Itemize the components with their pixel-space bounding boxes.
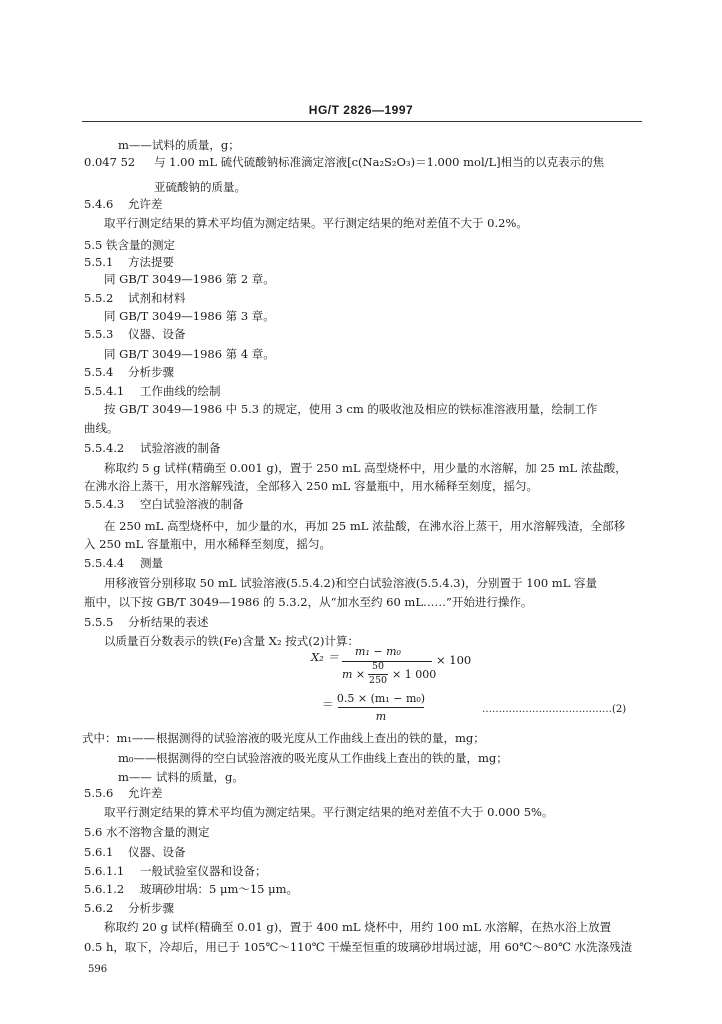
line-text: 称取约 20 g 试样(精确至 0.01 g)，置于 400 mL 烧杯中，用约 100 mL 水溶解，在热水浴上放置: [104, 920, 612, 934]
section-number: 5.5.4.1: [84, 384, 125, 398]
line-text: 分析步骤: [128, 365, 174, 379]
line-text: 0.5 h，取下，冷却后，用已于 105℃～110℃ 干燥至恒重的玻璃砂坩埚过滤，用 60℃～80℃ 水洗涤残渣: [84, 940, 633, 954]
formula-times100: × 100: [436, 653, 472, 667]
section-number: 5.4.6: [84, 197, 114, 211]
formula-num1: m₁ − m₀: [355, 645, 401, 658]
formula-eq2: ＝: [322, 697, 334, 711]
section-number: 5.5.5: [84, 615, 114, 629]
line-text: 用移液管分别移取 50 mL 试验溶液(5.5.4.2)和空白试验溶液(5.5.4.3)，分别置于 100 mL 容量: [104, 576, 598, 590]
line-text: 取平行测定结果的算术平均值为测定结果。平行测定结果的绝对差值不大于 0.2%。: [104, 216, 528, 230]
where-text-w-m: 试料的质量，g。: [156, 770, 244, 784]
section-number: 5.5.4.4: [84, 556, 125, 570]
line-text: 允许差: [128, 197, 163, 211]
line-text: 仪器、设备: [128, 327, 186, 341]
section-number: 0.047 52: [84, 155, 136, 169]
line-text: 称取约 5 g 试样(精确至 0.001 g)，置于 250 mL 高型烧杯中，用少量的水溶解，加 25 mL 浓盐酸，: [104, 461, 627, 475]
formula-den2: m: [375, 710, 387, 723]
line-text: 允许差: [128, 786, 163, 800]
line-text: m——试料的质量，g；: [118, 138, 240, 152]
where-label-w-m: m——: [118, 770, 152, 784]
section-number: 5.5.4.3: [84, 497, 125, 511]
line-text: 试验溶液的制备: [140, 441, 221, 455]
line-text: 分析步骤: [128, 901, 174, 915]
formula-den1-frac-num: 50: [371, 661, 385, 672]
formula-den1a: m ×: [342, 668, 366, 681]
where-label-w-m0: m₀——: [118, 751, 157, 765]
line-text: 一般试验室仪器和设备；: [140, 864, 267, 878]
line-text: 分析结果的表述: [128, 615, 209, 629]
header-rule: [82, 121, 642, 122]
page-header: HG/T 2826—1997: [308, 103, 414, 117]
page-number: 596: [88, 964, 108, 975]
line-text: 与 1.00 mL 硫代硫酸钠标准滴定溶液[c(Na₂S₂O₃)＝1.000 mol/L]相当的以克表示的焦: [154, 155, 605, 169]
where-text-w-m1: 根据测得的试验溶液的吸光度从工作曲线上查出的铁的量，mg；: [156, 731, 485, 745]
section-number: 5.5.4: [84, 365, 114, 379]
line-text: 在沸水浴上蒸干，用水溶解残渣，全部移入 250 mL 容量瓶中，用水稀释至刻度，摇匀。: [84, 479, 538, 493]
line-text: 仪器、设备: [128, 845, 186, 859]
formula-den1-frac-den: 250: [368, 675, 388, 686]
line-text: 亚硫酸钠的质量。: [154, 180, 246, 194]
where-text-w-m0: 根据测得的空白试验溶液的吸光度从工作曲线上查出的铁的量，mg；: [156, 751, 508, 765]
section-number: 5.5: [84, 238, 103, 252]
section-number: 5.6.1.2: [84, 882, 125, 896]
section-number: 5.5.2: [84, 291, 114, 305]
section-number: 5.6.1.1: [84, 864, 125, 878]
line-text: 玻璃砂坩埚：5 μm～15 μm。: [140, 882, 299, 896]
line-text: 曲线。: [84, 421, 119, 435]
formula-lhs: X₂ ＝: [311, 650, 339, 664]
formula-number: …………………………………(2): [482, 704, 627, 715]
section-number: 5.6.2: [84, 901, 114, 915]
line-text: 在 250 mL 高型烧杯中，加少量的水，再加 25 mL 浓盐酸，在沸水浴上蒸干，用水溶解残渣，全部移: [104, 519, 626, 533]
line-text: 测量: [140, 556, 163, 570]
line-text: 方法提要: [128, 255, 174, 269]
line-text: 以质量百分数表示的铁(Fe)含量 X₂ 按式(2)计算：: [104, 634, 360, 648]
line-text: 试剂和材料: [128, 291, 186, 305]
line-text: 瓶中，以下按 GB/T 3049—1986 的 5.3.2，从“加水至约 60 mL……”开始进行操作。: [84, 595, 533, 609]
line-text: 铁含量的测定: [106, 238, 175, 252]
formula-den1b: × 1 000: [392, 668, 437, 681]
line-text: 按 GB/T 3049—1986 中 5.3 的规定，使用 3 cm 的吸收池及相应的铁标准溶液用量，绘制工作: [104, 402, 598, 416]
formula-bar2: [338, 707, 424, 708]
line-text: 取平行测定结果的算术平均值为测定结果。平行测定结果的绝对差值不大于 0.000 5%。: [104, 805, 554, 819]
section-number: 5.5.1: [84, 255, 114, 269]
formula-num2: 0.5 × (m₁ − m₀): [336, 692, 426, 705]
line-text: 同 GB/T 3049—1986 第 3 章。: [104, 309, 275, 323]
section-number: 5.5.6: [84, 786, 114, 800]
line-text: 水不溶物含量的测定: [106, 825, 210, 839]
section-number: 5.5.4.2: [84, 441, 125, 455]
section-number: 5.6.1: [84, 845, 114, 859]
line-text: 工作曲线的绘制: [140, 384, 221, 398]
line-text: 空白试验溶液的制备: [140, 497, 244, 511]
line-text: 同 GB/T 3049—1986 第 4 章。: [104, 347, 275, 361]
line-text: 入 250 mL 容量瓶中，用水稀释至刻度，摇匀。: [84, 537, 331, 551]
where-label-w-m1: 式中：m₁——: [82, 731, 156, 745]
section-number: 5.6: [84, 825, 103, 839]
line-text: 同 GB/T 3049—1986 第 2 章。: [104, 272, 275, 286]
section-number: 5.5.3: [84, 327, 114, 341]
